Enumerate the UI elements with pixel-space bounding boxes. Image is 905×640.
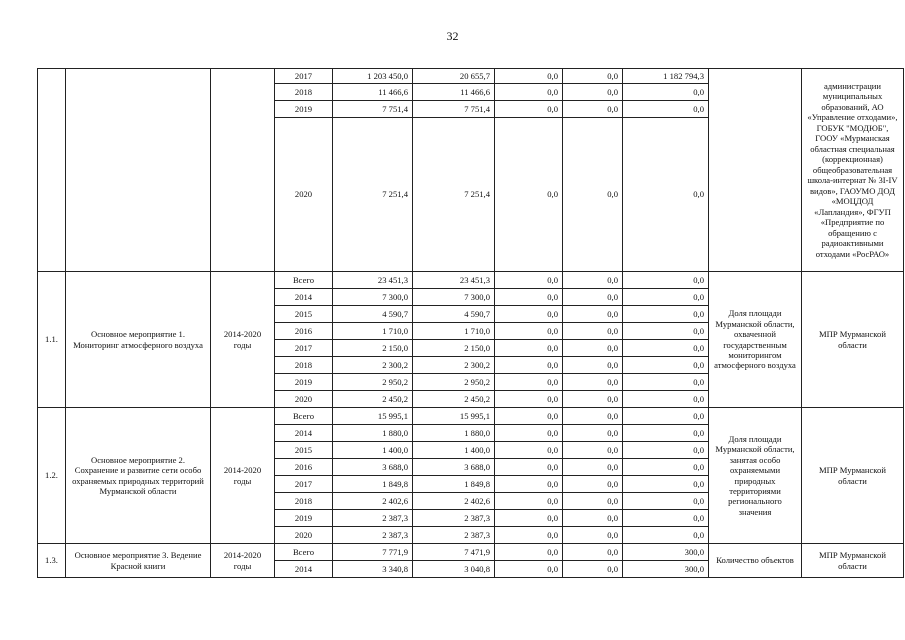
- amount-cell: 0,0: [623, 306, 709, 323]
- amount-cell: 2 300,2: [413, 357, 495, 374]
- amount-cell: 1 849,8: [413, 476, 495, 493]
- year-cell: 2017: [275, 69, 333, 84]
- amount-cell: 11 466,6: [413, 84, 495, 101]
- amount-cell: 0,0: [623, 84, 709, 101]
- indicator-cell: Количество объектов: [709, 544, 802, 578]
- measure-period: 2014-2020 годы: [211, 408, 275, 544]
- total-cell: 7 771,9: [333, 544, 413, 561]
- amount-cell: 300,0: [623, 544, 709, 561]
- amount-cell: 0,0: [495, 425, 563, 442]
- total-cell: 2 300,2: [333, 357, 413, 374]
- amount-cell: 1 710,0: [413, 323, 495, 340]
- amount-cell: 0,0: [495, 442, 563, 459]
- total-cell: 7 751,4: [333, 101, 413, 118]
- amount-cell: 0,0: [563, 323, 623, 340]
- amount-cell: 0,0: [563, 272, 623, 289]
- total-cell: 3 340,8: [333, 561, 413, 578]
- executor-cell: МПР Мурманской области: [802, 544, 904, 578]
- amount-cell: 0,0: [495, 323, 563, 340]
- amount-cell: 7 471,9: [413, 544, 495, 561]
- amount-cell: 0,0: [495, 289, 563, 306]
- amount-cell: 0,0: [623, 476, 709, 493]
- amount-cell: 0,0: [563, 289, 623, 306]
- year-cell: 2019: [275, 374, 333, 391]
- total-cell: 2 387,3: [333, 510, 413, 527]
- amount-cell: 23 451,3: [413, 272, 495, 289]
- executor-cell: МПР Мурманской области: [802, 272, 904, 408]
- amount-cell: 0,0: [623, 323, 709, 340]
- total-cell: 1 203 450,0: [333, 69, 413, 84]
- year-cell: 2015: [275, 442, 333, 459]
- amount-cell: 0,0: [623, 459, 709, 476]
- amount-cell: 7 751,4: [413, 101, 495, 118]
- year-cell: 2018: [275, 357, 333, 374]
- amount-cell: 0,0: [563, 374, 623, 391]
- measure-name: Основное мероприятие 3. Ведение Красной книги: [66, 544, 211, 578]
- amount-cell: 2 950,2: [413, 374, 495, 391]
- amount-cell: 0,0: [623, 340, 709, 357]
- amount-cell: 0,0: [563, 357, 623, 374]
- year-cell: 2014: [275, 289, 333, 306]
- year-cell: 2016: [275, 323, 333, 340]
- total-cell: 1 880,0: [333, 425, 413, 442]
- amount-cell: 0,0: [495, 459, 563, 476]
- amount-cell: 2 150,0: [413, 340, 495, 357]
- total-cell: 2 950,2: [333, 374, 413, 391]
- total-cell: 1 400,0: [333, 442, 413, 459]
- total-cell: 7 251,4: [333, 118, 413, 272]
- page-number: 32: [446, 29, 459, 43]
- amount-cell: 15 995,1: [413, 408, 495, 425]
- amount-cell: 0,0: [563, 527, 623, 544]
- amount-cell: 0,0: [495, 101, 563, 118]
- amount-cell: 300,0: [623, 561, 709, 578]
- amount-cell: 0,0: [563, 69, 623, 84]
- measure-name: Основное мероприятие 1. Мониторинг атмосферного воздуха: [66, 272, 211, 408]
- num-cell: [38, 69, 66, 272]
- total-cell: 15 995,1: [333, 408, 413, 425]
- year-cell: 2020: [275, 527, 333, 544]
- indicator-cell: Доля площади Мурманской области, охваченной государственным мониторингом атмосферного воздуха: [709, 272, 802, 408]
- amount-cell: 0,0: [495, 374, 563, 391]
- amount-cell: 0,0: [623, 374, 709, 391]
- amount-cell: 7 300,0: [413, 289, 495, 306]
- year-cell: 2019: [275, 510, 333, 527]
- amount-cell: 0,0: [563, 84, 623, 101]
- total-cell: 23 451,3: [333, 272, 413, 289]
- year-cell: 2014: [275, 561, 333, 578]
- amount-cell: 2 402,6: [413, 493, 495, 510]
- amount-cell: 0,0: [623, 493, 709, 510]
- table-row: [38, 272, 904, 289]
- amount-cell: 20 655,7: [413, 69, 495, 84]
- amount-cell: 2 450,2: [413, 391, 495, 408]
- total-cell: 1 710,0: [333, 323, 413, 340]
- amount-cell: 0,0: [623, 408, 709, 425]
- amount-cell: 0,0: [495, 510, 563, 527]
- amount-cell: 0,0: [623, 527, 709, 544]
- amount-cell: 4 590,7: [413, 306, 495, 323]
- amount-cell: 0,0: [563, 340, 623, 357]
- year-cell: 2019: [275, 101, 333, 118]
- name-cell: [66, 69, 211, 272]
- amount-cell: 7 251,4: [413, 118, 495, 272]
- total-cell: 2 402,6: [333, 493, 413, 510]
- amount-cell: 0,0: [623, 510, 709, 527]
- amount-cell: 1 400,0: [413, 442, 495, 459]
- measure-period: 2014-2020 годы: [211, 544, 275, 578]
- measure-number: 1.1.: [38, 272, 66, 408]
- amount-cell: 0,0: [623, 101, 709, 118]
- total-cell: 1 849,8: [333, 476, 413, 493]
- amount-cell: 1 880,0: [413, 425, 495, 442]
- amount-cell: 3 040,8: [413, 561, 495, 578]
- amount-cell: 0,0: [495, 408, 563, 425]
- amount-cell: 0,0: [563, 306, 623, 323]
- indicator-cell: [709, 69, 802, 272]
- amount-cell: 2 387,3: [413, 527, 495, 544]
- amount-cell: 2 387,3: [413, 510, 495, 527]
- amount-cell: 0,0: [495, 306, 563, 323]
- amount-cell: 0,0: [563, 459, 623, 476]
- amount-cell: 0,0: [563, 493, 623, 510]
- amount-cell: 0,0: [623, 391, 709, 408]
- measure-number: 1.3.: [38, 544, 66, 578]
- year-cell: 2016: [275, 459, 333, 476]
- amount-cell: 0,0: [623, 442, 709, 459]
- amount-cell: 0,0: [495, 272, 563, 289]
- amount-cell: 0,0: [563, 391, 623, 408]
- indicator-cell: Доля площади Мурманской области, занятая особо охраняемыми природных территориями регионального значения: [709, 408, 802, 544]
- year-cell: 2017: [275, 340, 333, 357]
- amount-cell: 0,0: [495, 476, 563, 493]
- amount-cell: 0,0: [495, 357, 563, 374]
- amount-cell: 0,0: [563, 476, 623, 493]
- measure-number: 1.2.: [38, 408, 66, 544]
- amount-cell: 0,0: [623, 425, 709, 442]
- year-cell: 2020: [275, 391, 333, 408]
- year-cell: Всего: [275, 272, 333, 289]
- amount-cell: 0,0: [563, 425, 623, 442]
- program-table: [37, 68, 904, 578]
- amount-cell: 0,0: [563, 101, 623, 118]
- year-cell: Всего: [275, 408, 333, 425]
- total-cell: 2 387,3: [333, 527, 413, 544]
- amount-cell: 0,0: [563, 408, 623, 425]
- year-cell: 2017: [275, 476, 333, 493]
- amount-cell: 0,0: [563, 118, 623, 272]
- total-cell: 2 150,0: [333, 340, 413, 357]
- executor-cell: МПР Мурманской области: [802, 408, 904, 544]
- amount-cell: 0,0: [623, 357, 709, 374]
- executor-cell: администрации муниципальных образований, АО «Управление отходами», ГОБУК "МОДЮБ", ГООУ «Мурманская областная специальная (коррекционная) общеобразовательная школа-интернат № 3I-IV видов», ГАОУМО ДОД «МОЦДОД «Лапландия», ФГУП «Предприятие по обращению с радиоактивными отходами «РосРАО»: [802, 69, 904, 272]
- table-row: [38, 544, 904, 561]
- amount-cell: 0,0: [495, 118, 563, 272]
- amount-cell: 0,0: [495, 391, 563, 408]
- year-cell: 2020: [275, 118, 333, 272]
- amount-cell: 0,0: [495, 84, 563, 101]
- year-cell: 2015: [275, 306, 333, 323]
- year-cell: Всего: [275, 544, 333, 561]
- amount-cell: 0,0: [495, 340, 563, 357]
- amount-cell: 0,0: [563, 544, 623, 561]
- amount-cell: 0,0: [623, 118, 709, 272]
- year-cell: 2014: [275, 425, 333, 442]
- amount-cell: 0,0: [495, 544, 563, 561]
- amount-cell: 0,0: [563, 561, 623, 578]
- amount-cell: 0,0: [495, 69, 563, 84]
- measure-period: 2014-2020 годы: [211, 272, 275, 408]
- amount-cell: 0,0: [623, 289, 709, 306]
- total-cell: 11 466,6: [333, 84, 413, 101]
- amount-cell: 0,0: [495, 561, 563, 578]
- period-cell: [211, 69, 275, 272]
- amount-cell: 1 182 794,3: [623, 69, 709, 84]
- amount-cell: 3 688,0: [413, 459, 495, 476]
- table-row: [38, 69, 904, 84]
- total-cell: 7 300,0: [333, 289, 413, 306]
- amount-cell: 0,0: [495, 493, 563, 510]
- amount-cell: 0,0: [623, 272, 709, 289]
- amount-cell: 0,0: [563, 442, 623, 459]
- total-cell: 4 590,7: [333, 306, 413, 323]
- amount-cell: 0,0: [563, 510, 623, 527]
- measure-name: Основное мероприятие 2. Сохранение и развитие сети особо охраняемых природных территорий Мурманской области: [66, 408, 211, 544]
- table-row: [38, 408, 904, 425]
- year-cell: 2018: [275, 493, 333, 510]
- total-cell: 2 450,2: [333, 391, 413, 408]
- total-cell: 3 688,0: [333, 459, 413, 476]
- amount-cell: 0,0: [495, 527, 563, 544]
- year-cell: 2018: [275, 84, 333, 101]
